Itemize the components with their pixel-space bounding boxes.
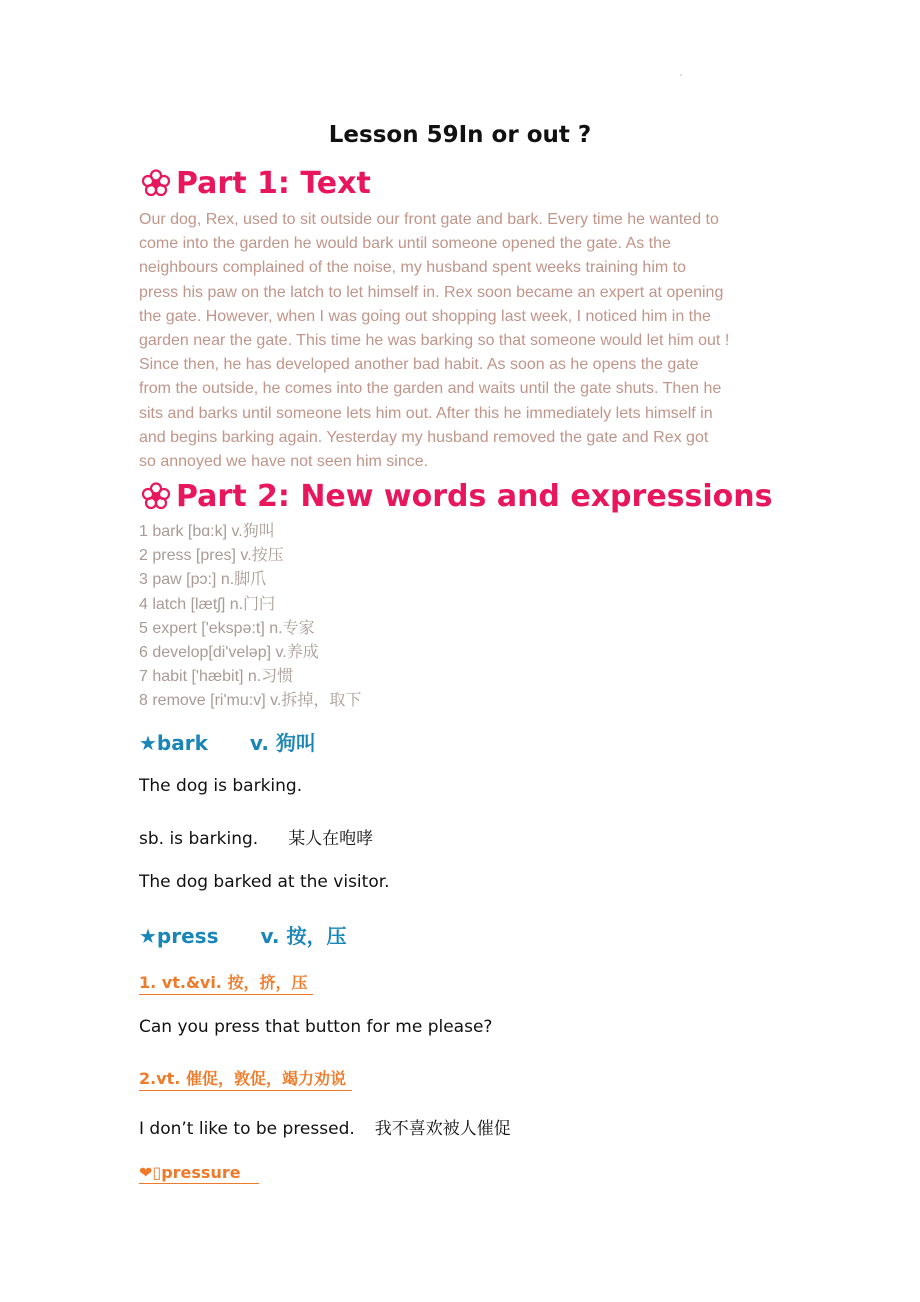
vocab-item: 2 press [pres] v.按压 bbox=[139, 547, 284, 565]
vocab-item: 5 expert ['ekspə:t] n.专家 bbox=[139, 619, 315, 637]
press-heading bbox=[139, 920, 346, 949]
text-line: come into the garden he would bark until someone opened the gate. As the bbox=[139, 235, 671, 253]
text-line: press his paw on the latch to let himself in. Rex soon became an expert at opening bbox=[139, 283, 724, 301]
bark-example-1: The dog is barking. bbox=[139, 776, 303, 796]
part2-heading bbox=[140, 479, 772, 514]
flower-icon bbox=[140, 168, 172, 200]
text-line: neighbours complained of the noise, my husband spent weeks training him to bbox=[139, 259, 686, 277]
press-sense-2: 2.vt. 催促，敦促，竭力劝说 bbox=[139, 1066, 352, 1091]
vocab-item: 1 bark [bɑ:k] v.狗叫 bbox=[139, 523, 275, 540]
bark-pos: v. 狗叫 bbox=[249, 731, 316, 755]
text-line: from the outside, he comes into the garden and waits until the gate shuts. Then he bbox=[139, 380, 722, 398]
flower-icon bbox=[140, 481, 172, 513]
part2-heading-text: Part 2: New words and expressions bbox=[176, 479, 773, 514]
text-line: Since then, he has developed another bad habit. As soon as he opens the gate bbox=[139, 356, 699, 374]
vocab-item: 8 remove [ri'mu:v] v.拆掉，取下 bbox=[139, 692, 362, 710]
vocab-item: 3 paw [pɔ:] n.脚爪 bbox=[139, 571, 267, 589]
press-example-2-cn: 我不喜欢被人催促 bbox=[374, 1119, 511, 1139]
lesson-title: Lesson 59In or out ? bbox=[328, 122, 592, 148]
pressure-related-word: ❤▯pressure bbox=[139, 1163, 259, 1184]
part1-text bbox=[139, 208, 789, 474]
text-line: so annoyed we have not seen him since. bbox=[139, 452, 429, 470]
text-line: and begins barking again. Yesterday my husband removed the gate and Rex got bbox=[139, 428, 709, 446]
vocab-item: 7 habit ['hæbit] n.习惯 bbox=[139, 668, 294, 686]
part1-heading-text: Part 1: Text bbox=[176, 166, 371, 201]
text-line: sits and barks until someone lets him out. After this he immediately lets himself in bbox=[139, 404, 713, 422]
text-line: garden near the gate. This time he was barking so that someone would let him out ! bbox=[139, 331, 730, 349]
vocab-list bbox=[139, 520, 361, 714]
part1-heading bbox=[140, 166, 371, 201]
bark-example-2 bbox=[139, 824, 373, 849]
press-example-2-en: I don’t like to be pressed. bbox=[139, 1119, 355, 1139]
text-line: Our dog, Rex, used to sit outside our front gate and bark. Every time he wanted to bbox=[139, 211, 719, 228]
vocab-item: 6 develop[di'veləp] v.养成 bbox=[139, 643, 319, 661]
bark-example-3: The dog barked at the visitor. bbox=[139, 872, 390, 892]
press-word: ★press bbox=[139, 924, 219, 948]
bark-example-2-cn: 某人在咆哮 bbox=[288, 829, 374, 849]
press-sense-1: 1. vt.&vi. 按，挤，压 bbox=[139, 970, 313, 995]
page-dot bbox=[680, 74, 682, 76]
press-example-1: Can you press that button for me please? bbox=[139, 1017, 493, 1037]
bark-example-2-en: sb. is barking. bbox=[139, 829, 259, 849]
vocab-item: 4 latch [lætʃ] n.门闩 bbox=[139, 595, 276, 613]
text-line: the gate. However, when I was going out shopping last week, I noticed him in the bbox=[139, 307, 711, 325]
bark-word: ★bark bbox=[139, 731, 208, 755]
press-pos: v. 按，压 bbox=[260, 924, 347, 948]
bark-heading bbox=[139, 727, 316, 756]
press-example-2 bbox=[139, 1114, 511, 1139]
